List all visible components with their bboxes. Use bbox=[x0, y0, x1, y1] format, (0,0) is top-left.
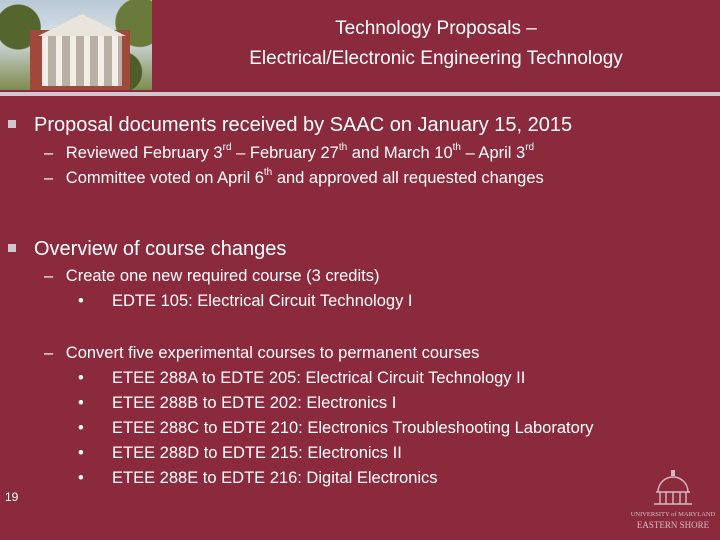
sub-bullet-new-course bbox=[44, 267, 379, 286]
dash-marker: – bbox=[44, 144, 54, 162]
course-item: • ETEE 288D to EDTE 215: Electronics II bbox=[78, 444, 402, 462]
course-item: • ETEE 288E to EDTE 216: Digital Electronics bbox=[78, 469, 438, 487]
slide-title-line2: Electrical/Electronic Engineering Technology bbox=[249, 48, 623, 69]
sub-bullet-text: Reviewed February 3rd – February 27th and March 10th – April 3rd bbox=[65, 142, 535, 162]
slide-title-line1: Technology Proposals – bbox=[335, 18, 537, 39]
logo-line1: UNIVERSITY of MARYLAND bbox=[630, 511, 716, 518]
course-item: • EDTE 105: Electrical Circuit Technology I bbox=[78, 292, 413, 310]
dash-marker: – bbox=[44, 267, 54, 285]
square-bullet-icon bbox=[8, 244, 16, 252]
bullet-overview bbox=[8, 238, 286, 261]
dash-marker: – bbox=[44, 169, 54, 187]
bullet-text: Overview of course changes bbox=[34, 238, 287, 260]
dash-marker: – bbox=[44, 344, 54, 362]
sub-bullet-committee bbox=[44, 169, 544, 188]
course-item: • ETEE 288B to EDTE 202: Electronics I bbox=[78, 394, 397, 412]
bullet-proposal-documents bbox=[8, 114, 572, 137]
bullet-text: Proposal documents received by SAAC on January 15, 2015 bbox=[34, 114, 573, 136]
course-item: • ETEE 288C to EDTE 210: Electronics Troubleshooting Laboratory bbox=[78, 419, 594, 437]
square-bullet-icon bbox=[8, 120, 16, 128]
logo-line2: EASTERN SHORE bbox=[636, 520, 710, 530]
umes-logo-icon bbox=[626, 466, 720, 536]
sub-bullet-text: Committee voted on April 6th and approved all requested changes bbox=[65, 167, 544, 187]
sub-bullet-text: Convert five experimental courses to permanent courses bbox=[65, 344, 480, 362]
course-item: • ETEE 288A to EDTE 205: Electrical Circuit Technology II bbox=[78, 369, 526, 387]
sub-bullet-reviewed bbox=[44, 144, 534, 163]
page-number: 19 bbox=[5, 490, 19, 504]
sub-bullet-text: Create one new required course (3 credits) bbox=[65, 267, 380, 285]
sub-bullet-convert bbox=[44, 344, 479, 363]
